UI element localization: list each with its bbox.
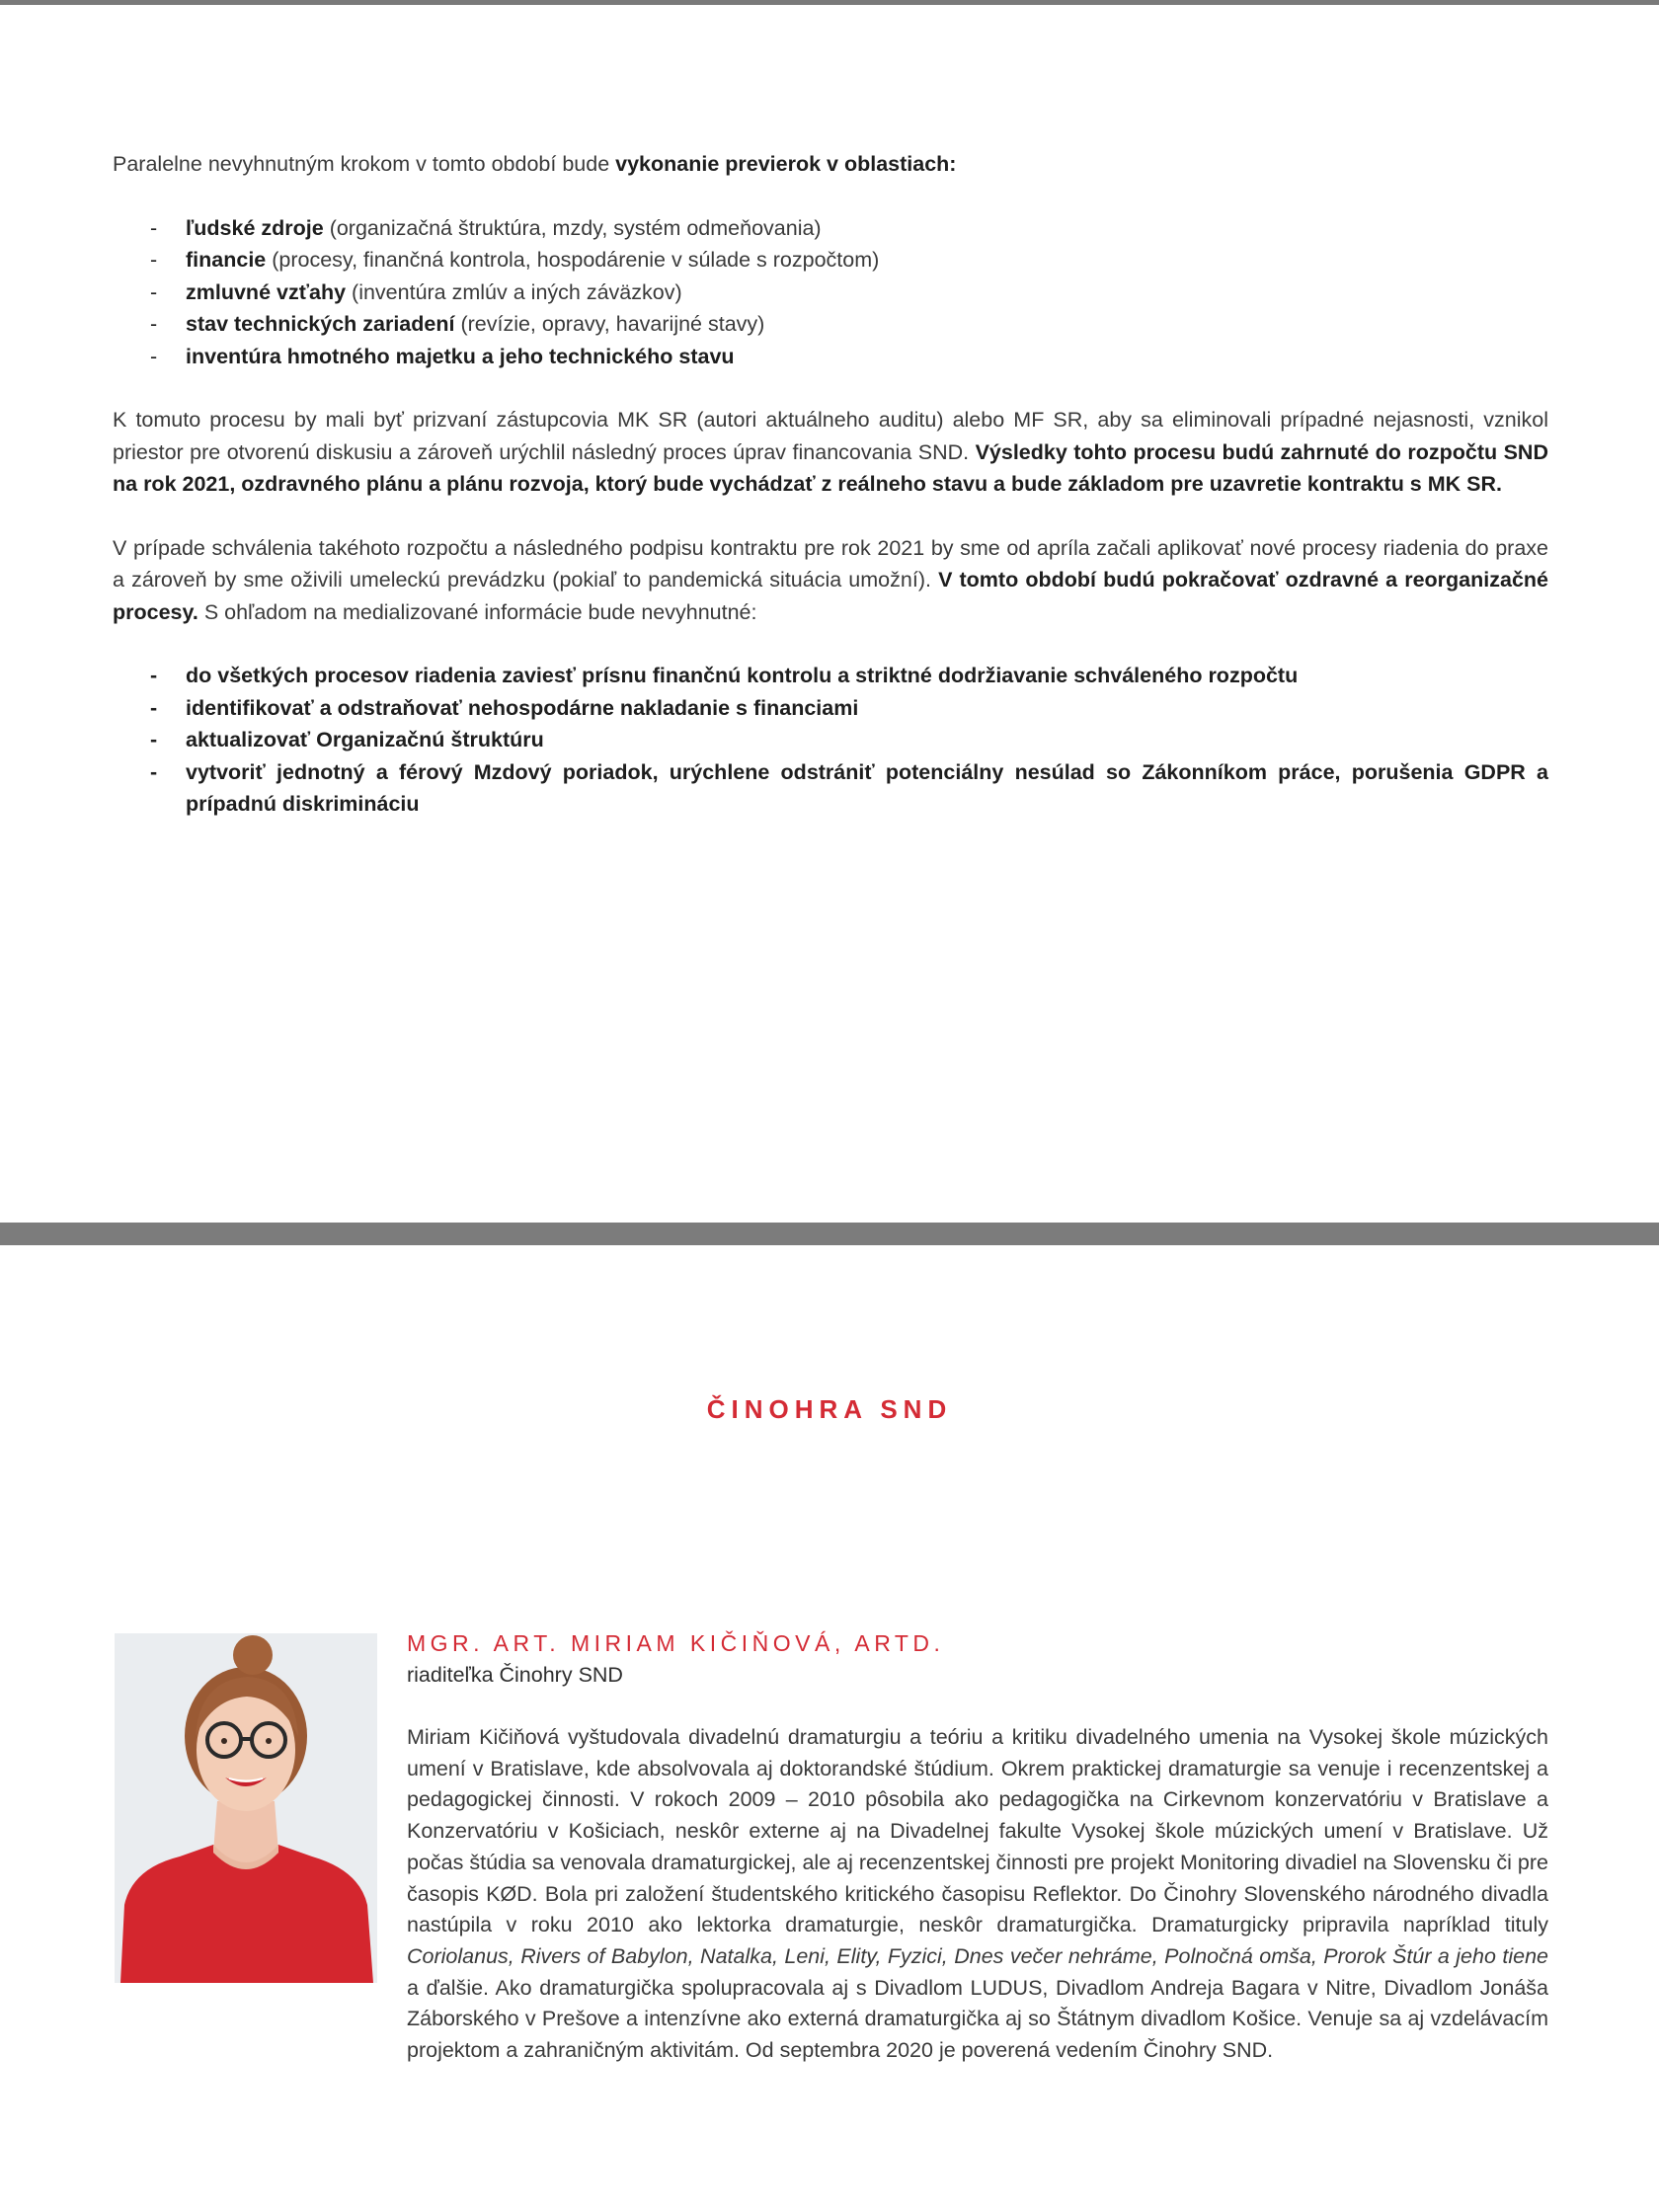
list-item: - identifikovať a odstraňovať nehospodárne nakladanie s financiami bbox=[113, 692, 1548, 725]
list-item: - do všetkých procesov riadenia zaviesť prísnu finančnú kontrolu a striktné dodržiavanie schváleného rozpočtu bbox=[113, 660, 1548, 692]
process-paragraph: K tomuto procesu by mali byť prizvaní zástupcovia MK SR (autori aktuálneho auditu) alebo MF SR, aby sa eliminovali prípadné nejasnosti, vznikol priestor pre otvorenú diskusiu a zároveň urýchlil následný proces úprav financovania SND. Výsledky tohto procesu budú zahrnuté do rozpočtu SND na rok 2021, ozdravného plánu a plánu rozvoja, ktorý bude vychádzať z reálneho stavu a bude základom pre uzavretie kontraktu s MK SR. bbox=[113, 408, 1548, 496]
person-name: MGR. ART. MIRIAM KIČIŇOVÁ, ARTD. bbox=[407, 1630, 945, 1656]
bio-paragraph: Miriam Kičiňová vyštudovala divadelnú dramaturgiu a teóriu a kritiku divadelného umenia na Vysokej škole múzických umení v Bratislave, kde absolvovala aj doktorandské štúdium. Okrem praktickej dramaturgie sa venuje i recenzentskej a pedagogickej činnosti. V rokoch 2009 – 2010 pôsobila ako pedagogička na Cirkevnom konzervatóriu v Bratislave a Konzervatóriu v Košiciach, neskôr externe aj na Divadelnej fakulte Vysokej škole múzických umení v Bratislave. Už počas štúdia sa venovala dramaturgickej, ale aj recenzentskej činnosti pre projekt Monitoring divadiel na Slovensku či pre časopis KØD. Bola pri založení študentského kritického časopisu Reflektor. Do Činohry Slovenského národného divadla nastúpila v roku 2010 ako lektorka dramaturgie, neskôr dramaturgička. Dramaturgicky pripravila napríklad tituly Coriolanus, Rivers of Babylon, Natalka, Leni, Elity, Fyzici, Dnes večer nehráme, Polnočná omša, Prorok Štúr a jeho tiene a ďalšie. Ako dramaturgička spolupracovala aj s Divadlom LUDUS, Divadlom Andreja Bagara v Nitre, Divadlom Jonáša Záborského v Prešove a intenzívne ako externá dramaturgička aj so Štátnym divadlom Košice. Venuje sa aj vzdelávacím projektom a zahraničným aktivitám. Od septembra 2020 je poverená vedením Činohry SND. bbox=[407, 1725, 1548, 2063]
list-item: - vytvoriť jednotný a férový Mzdový poriadok, urýchlene odstrániť potenciálny nesúlad so Zákonníkom práce, porušenia GDPR a prípadnú diskrimináciu bbox=[113, 756, 1548, 821]
list-item: - zmluvné vzťahy (inventúra zmlúv a iných záväzkov) bbox=[113, 276, 1548, 309]
list-item: - financie (procesy, finančná kontrola, hospodárenie v súlade s rozpočtom) bbox=[113, 244, 1548, 276]
person-portrait-icon bbox=[115, 1633, 377, 1983]
top-page-edge bbox=[0, 0, 1659, 5]
document-page-1 bbox=[113, 148, 1548, 821]
person-role: riaditeľka Činohry SND bbox=[407, 1663, 623, 1687]
list-item: - inventúra hmotného majetku a jeho technického stavu bbox=[113, 341, 1548, 373]
list-item: - aktualizovať Organizačnú štruktúru bbox=[113, 724, 1548, 756]
list-item: - stav technických zariadení (revízie, opravy, havarijné stavy) bbox=[113, 308, 1548, 341]
budget-paragraph: V prípade schválenia takéhoto rozpočtu a následného podpisu kontraktu pre rok 2021 by sme od apríla začali aplikovať nové procesy riadenia do praxe a zároveň by sme oživili umeleckú prevádzku (pokiaľ to pandemická situácia umožní). V tomto období budú pokračovať ozdravné a reorganizačné procesy. S ohľadom na medializované informácie bude nevyhnutné: bbox=[113, 535, 1549, 624]
person-bio bbox=[407, 1627, 1548, 2067]
page-separator bbox=[0, 1223, 1659, 1245]
portrait-photo bbox=[115, 1633, 377, 1983]
tasks-list bbox=[113, 660, 1548, 821]
intro-paragraph: Paralelne nevyhnutným krokom v tomto období bude vykonanie previerok v oblastiach: bbox=[113, 152, 957, 176]
audit-areas-list bbox=[113, 212, 1548, 373]
section-title: ČINOHRA SND bbox=[706, 1394, 953, 1424]
list-item: - ľudské zdroje (organizačná štruktúra, mzdy, systém odmeňovania) bbox=[113, 212, 1548, 245]
